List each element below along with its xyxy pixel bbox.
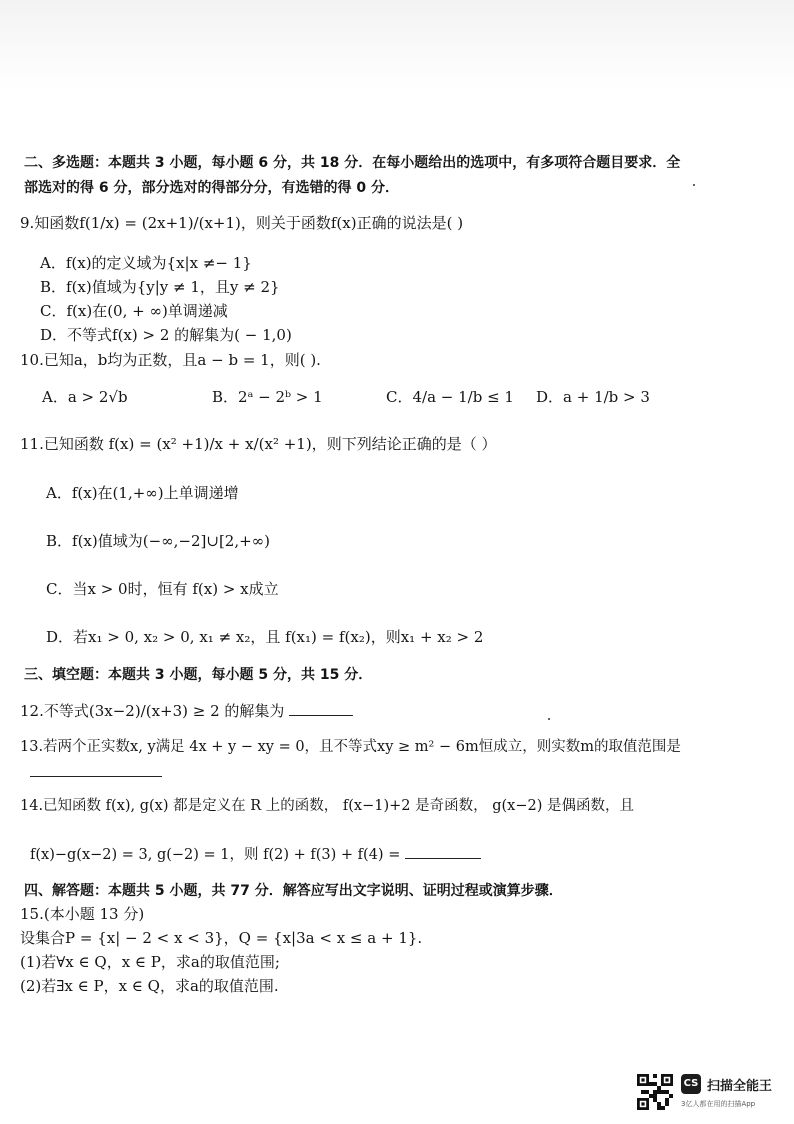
q10-option-b: B．2ᵃ − 2ᵇ > 1 — [212, 388, 323, 406]
q11-stem: 11.已知函数 f(x) = (x² +1)/x + x/(x² +1)，则下列结论正确的是（ ） — [20, 435, 497, 453]
q14-stem-cont — [30, 844, 481, 865]
q15-part2: (2)若∃x ∈ P，x ∈ Q，求a的取值范围. — [20, 977, 279, 995]
camscanner-tagline: 3亿人都在用的扫描App — [681, 1100, 756, 1108]
q12-text: 12.不等式(3x−2)/(x+3) ≥ 2 的解集为 — [20, 702, 285, 720]
q9-stem: 9.知函数f(1/x) = (2x+1)/(x+1)，则关于函数f(x)正确的说法是( ) — [20, 214, 464, 232]
q10-option-d: D．a + 1/b > 3 — [536, 388, 650, 406]
scan-speck — [548, 718, 550, 720]
section2-heading: 二、多选题：本题共 3 小题，每小题 6 分，共 18 分．在每小题给出的选项中，有多项符合题目要求．全 — [24, 155, 681, 171]
q14-text-cont: f(x)−g(x−2) = 3, g(−2) = 1，则 f(2) + f(3) + f(4) = — [30, 847, 401, 863]
camscanner-logo: CS — [681, 1074, 701, 1094]
q15-title: 15.(本小题 13 分) — [20, 905, 145, 923]
q13-stem: 13.若两个正实数x, y满足 4x + y − xy = 0，且不等式xy ≥ m² − 6m恒成立，则实数m的取值范围是 — [20, 739, 681, 755]
q10-stem: 10.已知a，b均为正数，且a − b = 1，则( ). — [20, 351, 321, 369]
q12-stem — [20, 701, 353, 721]
q11-option-d: D．若x₁ > 0, x₂ > 0, x₁ ≠ x₂，且 f(x₁) = f(x₂)，则x₁ + x₂ > 2 — [46, 628, 484, 646]
q13-answer-blank[interactable] — [30, 762, 162, 777]
q14-stem: 14.已知函数 f(x), g(x) 都是定义在 R 上的函数， f(x−1)+2 是奇函数， g(x−2) 是偶函数，且 — [20, 798, 634, 814]
q14-answer-blank[interactable] — [405, 844, 481, 859]
scan-shadow — [0, 0, 794, 90]
q11-option-b: B．f(x)值域为(−∞,−2]∪[2,+∞) — [46, 532, 271, 550]
q11-option-c: C．当x > 0时，恒有 f(x) > x成立 — [46, 580, 279, 598]
q10-option-a: A．a > 2√b — [42, 388, 128, 406]
q9-option-b: B．f(x)值域为{y|y ≠ 1，且y ≠ 2} — [40, 278, 280, 296]
qr-code-icon — [637, 1074, 673, 1110]
camscanner-name: 扫描全能王 — [707, 1079, 773, 1094]
scan-speck — [693, 184, 695, 186]
section4-heading: 四、解答题：本题共 5 小题，共 77 分．解答应写出文字说明、证明过程或演算步骤． — [24, 883, 563, 899]
q9-option-a: A．f(x)的定义域为{x|x ≠− 1} — [40, 254, 252, 272]
q15-setup: 设集合P = {x| − 2 < x < 3}，Q = {x|3a < x ≤ a + 1}. — [20, 929, 423, 947]
q9-option-d: D．不等式f(x) > 2 的解集为( − 1,0) — [40, 326, 292, 344]
q11-option-a: A．f(x)在(1,+∞)上单调递增 — [46, 484, 239, 502]
q10-option-c: C．4/a − 1/b ≤ 1 — [386, 388, 514, 406]
q12-answer-blank[interactable] — [289, 701, 353, 716]
section2-heading-cont: 部选对的得 6 分，部分选对的得部分分，有选错的得 0 分． — [24, 180, 399, 196]
section3-heading: 三、填空题：本题共 3 小题，每小题 5 分，共 15 分． — [24, 667, 373, 683]
q9-option-c: C．f(x)在(0, + ∞)单调递减 — [40, 302, 228, 320]
q15-part1: (1)若∀x ∈ Q，x ∈ P，求a的取值范围; — [20, 953, 280, 971]
